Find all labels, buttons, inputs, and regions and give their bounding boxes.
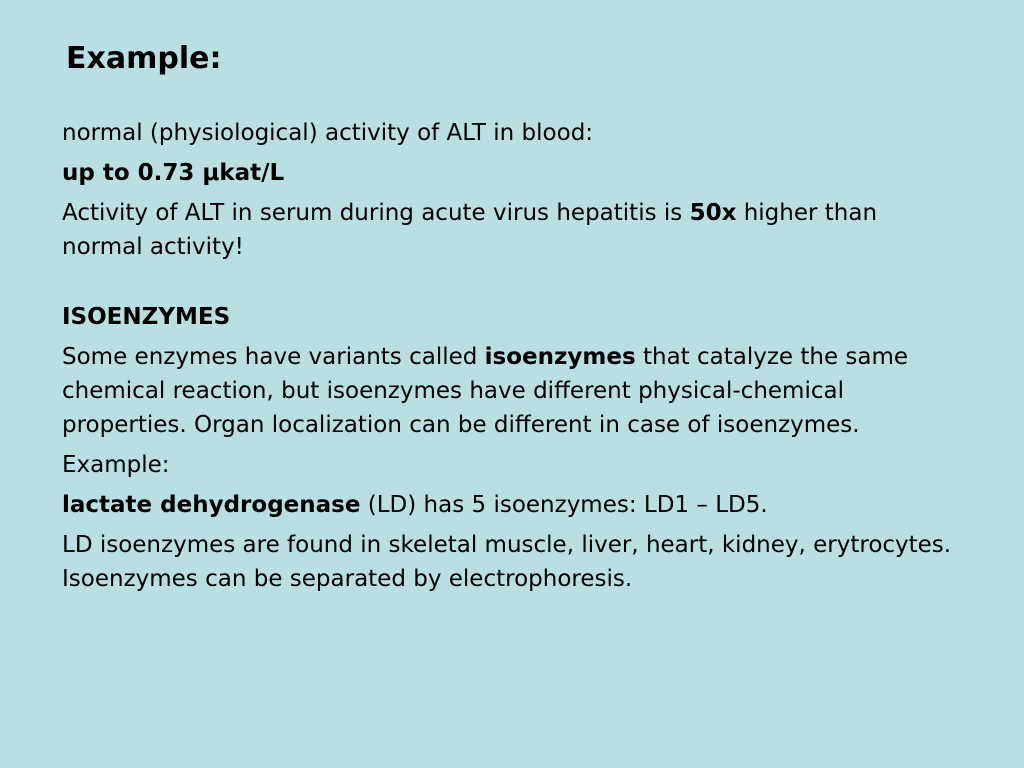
- slide-title: Example:: [66, 41, 222, 76]
- lactate-dehydrogenase-detail: (LD) has 5 isoenzymes: LD1 – LD5.: [360, 492, 768, 518]
- hepatitis-text-start: Activity of ALT in serum during acute virus hepatitis is: [62, 200, 690, 226]
- slide-body: [62, 116, 962, 602]
- lactate-dehydrogenase-text: [62, 488, 962, 522]
- hepatitis-text-end: higher than normal activity!: [62, 200, 878, 260]
- isoenzymes-heading-text: ISOENZYMES: [62, 304, 231, 330]
- lactate-dehydrogenase-term: lactate dehydrogenase: [62, 492, 361, 518]
- example-label: Example:: [62, 452, 170, 478]
- hepatitis-activity-text: [62, 196, 962, 264]
- normal-activity-value-text: up to 0.73 μkat/L: [62, 160, 285, 186]
- isoenzymes-definition: [62, 340, 962, 442]
- normal-activity-value: [62, 156, 962, 190]
- hepatitis-multiplier: 50x: [689, 200, 737, 226]
- isoenzymes-term: isoenzymes: [484, 344, 636, 370]
- normal-activity-text: normal (physiological) activity of ALT in blood:: [62, 120, 594, 146]
- ld-isoenzymes-locations: LD isoenzymes are found in skeletal muscle, liver, heart, kidney, erytrocytes. Isoenzymes can be separated by electrophoresis.: [62, 532, 952, 592]
- isoenzymes-definition-start: Some enzymes have variants called: [62, 344, 485, 370]
- isoenzymes-heading: [62, 300, 962, 334]
- isoenzymes-definition-end: that catalyze the same chemical reaction, but isoenzymes have different physical-chemical properties. Organ localization can be different in case of isoenzymes.: [62, 344, 909, 438]
